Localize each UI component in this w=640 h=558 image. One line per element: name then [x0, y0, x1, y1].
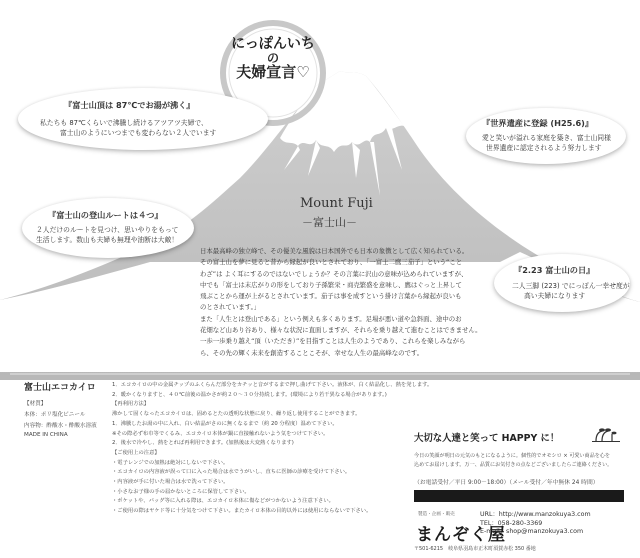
main-text-line: ら、その先の輝く未来を創造することこそが、幸せな人生の最高峰なのです。 [200, 348, 424, 357]
bubble-route [22, 198, 194, 258]
bubble-heritage-line-2: 世界遺産に認定されるよう努力します [486, 144, 602, 152]
main-text-line: 日本最高峰の独立峰で、その優美な風貌は日本国外でも日本の象徴として広く知られている。 [200, 247, 469, 255]
spec-line-material: 本体：ポリ塩化ビニール [24, 412, 86, 418]
spec-heading: 【材質】 [24, 401, 47, 407]
instruction-line: 1．エコカイロの中の金属チップのふくらんだ部分をカチッと音がするまで押し曲げて下さい。液体が、白く結晶化し、熱を発します。 [112, 382, 433, 388]
instruction-line: 2．暖かくなりますと、４０℃前後の温かさが約２０～３０分持続します。(環境により若干異なる場合があります。) [112, 391, 387, 398]
bubble-heritage-title: 『世界遺産に登録 (H25.6)』 [482, 118, 594, 128]
main-text-line: 飛ぶことから運が上がるとされています。茄子は事を成すという掛け言葉から縁起が良いも [200, 292, 462, 301]
bubble-day [494, 254, 630, 312]
bubble-day-title: 『2.23 富士山の日』 [514, 265, 595, 275]
sprout-icon [592, 426, 620, 442]
instruction-line: ・ご使用の際はヤケド等に十分気をつけて下さい。またカイロ本体の目的以外には使用にならないで下さい。 [112, 508, 372, 515]
instruction-line: ・エコカイロの内容液が誤って口に入った場合は水でうがいし、直ちに医師の診療を受けて下さい。 [112, 469, 351, 476]
main-text-line: 花畑など山あり谷あり、様々な状況に直面しますが、それらを乗り越えて進むことはできません。 [200, 326, 482, 335]
instruction-line: 【再利用方法】 [112, 401, 150, 408]
bubble-day-line-2: 高い夫婦になります [524, 292, 586, 300]
title-line-3: 夫婦宣言♡ [236, 63, 310, 81]
black-bar [414, 490, 624, 502]
contact-hours: （お電話受付／平日 9:00－18:00）（メール受付／年中無休 24 時間） [414, 480, 599, 486]
instruction-line: ・小さなお子様の手の届かないところに保管して下さい。 [112, 488, 250, 495]
main-text-line: 一歩一歩乗り越え“頂（いただき）”を目指すことは人生のようであり、これらを楽しみながら [200, 337, 466, 346]
company-url[interactable]: URL：http://www.manzokuya3.com [480, 511, 591, 518]
instruction-line: ・内容液が手に付いた場合は水で洗って下さい。 [112, 479, 229, 486]
instruction-line: 【ご使用上の注意】 [112, 449, 160, 456]
instruction-line: ※その際必ず布巾等でくるみ、エコカイロ本体が鍋に直接触れないよう気をつけて下さい。 [112, 430, 329, 437]
instructions-block [112, 381, 432, 517]
main-text-line: 中でも「富士は末広がりの形をしており子孫繁栄・商売繁盛を意味し、鷹はぐっと上昇して [200, 280, 462, 289]
bubble-heritage [466, 108, 626, 164]
company-description [414, 452, 612, 470]
company-address: 〒501-6215 岐阜県羽島市正木町須賀赤松 350 番地 [414, 546, 536, 552]
instruction-line: ・電子レンジでの加熱は絶対にしないで下さい。 [112, 459, 229, 466]
title-line-1: にっぽんいち [231, 36, 315, 52]
main-text-line: わざ”は よく耳にするのではないでしょうか？その言葉に沢山の意味が込められていますが、 [200, 269, 468, 278]
company-logo: まんぞく屋 [416, 525, 506, 545]
instruction-line: 2．後水で冷やし、熱をとれば再利用できます。(加熱後は大変熱くなります) [112, 440, 294, 447]
title-block [208, 36, 338, 80]
main-text-line: のとされています。」 [200, 303, 261, 312]
description-line: 今日の笑顔が明日の元気のもとになるように。個性的でオモシロ × 可愛い商品を心を [414, 453, 610, 459]
bubble-route-line-1: ２人だけのルートを見つけ、思いやりをもって [36, 226, 179, 234]
title-line-2: の [266, 51, 279, 65]
bubble-day-line-1: 二人三脚 (223) でにっぽん一幸せ度が [512, 282, 630, 290]
main-body-text [200, 246, 500, 359]
spec-line-contents: 内容物：酢酸水・酢酸水溶液 [24, 423, 97, 429]
bubble-summit-line-1: 私たちも 87℃くらいで沸騰し続けるアツアツ夫婦で、 [40, 119, 208, 127]
company-email[interactable]: E-mail：shop@manzokuya3.com [480, 528, 584, 535]
instruction-line: 1．沸騰したお湯の中に入れ、白い結晶がさのに無くなるまで（約 20 分程度）温めて下さい。 [112, 420, 338, 427]
bubble-summit-title: 『富士山頂は 87℃でお湯が沸く』 [64, 100, 195, 110]
bubble-summit [18, 88, 268, 150]
main-text-line: その富士山を夢に見ると昔から縁起が良いとされており、「一富士二鷹三茄子」という“こと [200, 258, 463, 267]
company-tel: TEL：058-280-3369 [480, 519, 543, 527]
bubble-summit-line-2: 富士山のようにいつまでも変わらない２人でいます [60, 129, 217, 137]
fuji-subtitle: －富士山－ [302, 216, 357, 229]
company-caption: 製造・企画・販売 [418, 512, 455, 517]
happy-slogan: 大切な人達と笑って HAPPY に！ [414, 433, 560, 444]
bubble-route-title: 『富士山の登山ルートは４つ』 [48, 210, 163, 220]
instruction-line: ・ポケットや、バッグ等に入れる際は、エコカイロ本体に傷などがつかないよう注意下さい。 [112, 498, 334, 505]
main-text-line: また「人生とは登山である」という例えも多くあります。足場が悪い道や急斜面、途中のお [200, 314, 462, 323]
bubble-route-line-2: 生活します。数山も夫婦も無理や油断は大敵！ [36, 236, 179, 244]
spec-line-origin: MADE IN CHINA [24, 432, 68, 438]
instruction-line: 沸かして固くなったエコカイロは、固めるとたの透明な状態に戻り、繰り返し使用することができます。 [112, 411, 361, 418]
fuji-title: Mount Fuji [300, 196, 373, 211]
product-title: 富士山エコカイロ [24, 383, 96, 393]
description-line: 込めてお届けします。万一、品質にお気付きの点などございましたらご連絡ください。 [414, 462, 613, 468]
bubble-heritage-line-1: 愛と笑いが溢れる家庭を築き、富士山同様 [482, 134, 611, 142]
